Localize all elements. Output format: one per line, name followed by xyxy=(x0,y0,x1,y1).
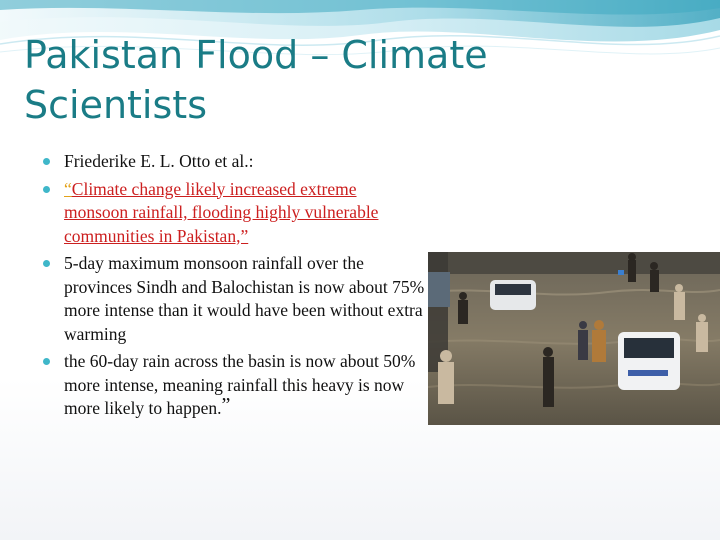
bullet-dot-icon xyxy=(43,260,50,267)
bullet-text: 5-day maximum monsoon rainfall over the provinces Sindh and Balochistan is now about 75% more intense than it would have been without extra warming xyxy=(64,253,425,344)
bullet-item-60day-rain xyxy=(40,350,425,421)
open-quote-mark: “ xyxy=(64,178,72,199)
flooded-street-photo xyxy=(428,252,720,425)
bullet-text: Friederike E. L. Otto et al.: xyxy=(64,151,254,171)
bullet-list xyxy=(40,150,425,425)
slide-title: Pakistan Flood – Climate Scientists xyxy=(24,33,488,127)
bullet-item-5day-rainfall xyxy=(40,252,425,346)
bullet-item-quote-link[interactable] xyxy=(40,178,425,249)
bullet-dot-icon xyxy=(43,158,50,165)
bullet-dot-icon xyxy=(43,358,50,365)
bullet-dot-icon xyxy=(43,186,50,193)
bullet-text: the 60-day rain across the basin is now about 50% more intense, meaning rainfall this heavy is now more likely to happen. xyxy=(64,351,416,418)
quote-link-text: Climate change likely increased extreme monsoon rainfall, flooding highly vulnerable communities in Pakistan,” xyxy=(64,178,379,246)
bullet-item-author xyxy=(40,150,425,174)
close-quote-mark: ” xyxy=(221,394,231,416)
quote-link[interactable] xyxy=(64,179,378,246)
